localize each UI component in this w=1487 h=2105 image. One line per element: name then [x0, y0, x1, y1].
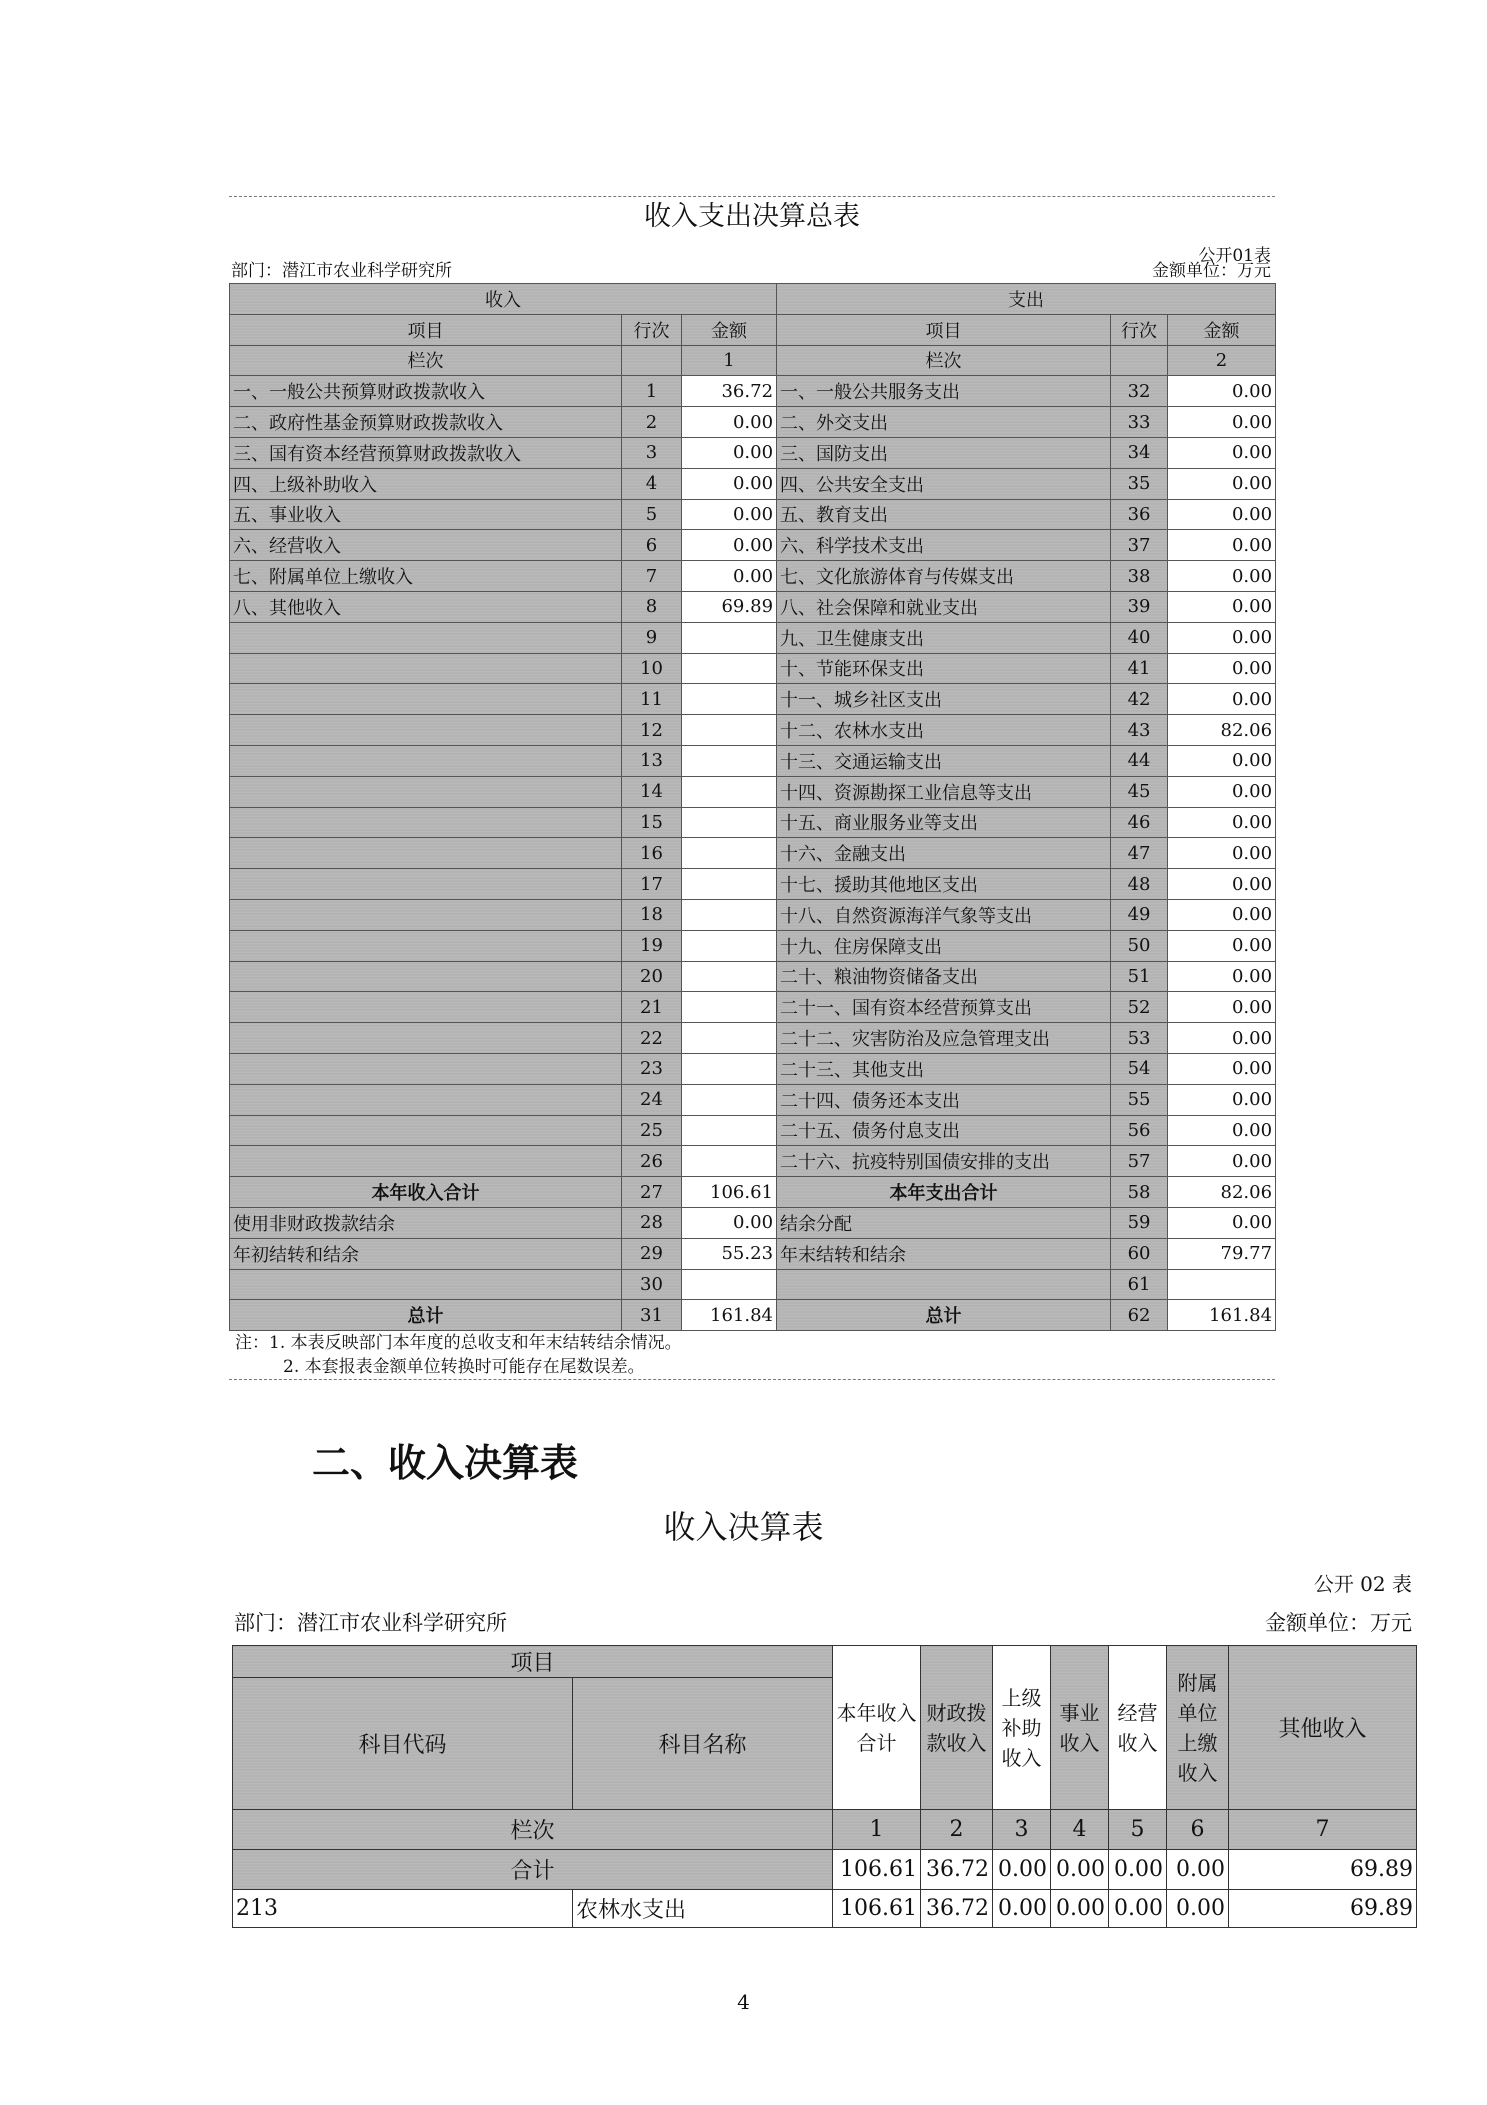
income-amount: 55.23	[682, 1238, 777, 1269]
income-row-number: 19	[622, 930, 682, 961]
income-row-number: 11	[622, 684, 682, 715]
income-amount: 69.89	[682, 591, 777, 622]
income-amount	[682, 684, 777, 715]
expense-item: 十四、资源勘探工业信息等支出	[777, 776, 1111, 807]
expense-row-number: 53	[1111, 1023, 1168, 1054]
total-value: 106.61	[833, 1850, 921, 1890]
expense-amount: 0.00	[1168, 838, 1276, 869]
expense-amount: 0.00	[1168, 961, 1276, 992]
income-item: 本年收入合计	[230, 1177, 622, 1208]
income-row-number: 17	[622, 869, 682, 900]
expense-row-number: 50	[1111, 930, 1168, 961]
expense-row-number: 39	[1111, 591, 1168, 622]
expense-row-number: 37	[1111, 530, 1168, 561]
income-row-number: 26	[622, 1146, 682, 1177]
income-amount: 0.00	[682, 1207, 777, 1238]
row-value: 69.89	[1229, 1890, 1417, 1928]
expense-row-number: 38	[1111, 561, 1168, 592]
expense-item	[777, 1269, 1111, 1300]
total-label: 合计	[233, 1850, 833, 1890]
header-other: 其他收入	[1229, 1646, 1417, 1810]
expense-amount: 0.00	[1168, 561, 1276, 592]
income-expense-summary-table	[229, 283, 1276, 1331]
expense-item: 十五、商业服务业等支出	[777, 807, 1111, 838]
income-amount	[682, 961, 777, 992]
expense-item: 二十五、债务付息支出	[777, 1115, 1111, 1146]
expense-amount: 0.00	[1168, 1146, 1276, 1177]
expense-row-number: 46	[1111, 807, 1168, 838]
table-row	[230, 622, 1276, 653]
table-row	[230, 807, 1276, 838]
expense-amount: 0.00	[1168, 1023, 1276, 1054]
expense-amount: 161.84	[1168, 1300, 1276, 1331]
income-amount	[682, 1146, 777, 1177]
income-amount	[682, 838, 777, 869]
header-fiscal: 财政拨款收入	[921, 1646, 993, 1810]
income-amount	[682, 1053, 777, 1084]
total-value: 36.72	[921, 1850, 993, 1890]
col-number: 1	[833, 1810, 921, 1850]
col-row: 行次	[1111, 314, 1168, 345]
total-value: 69.89	[1229, 1850, 1417, 1890]
total-value: 0.00	[1109, 1850, 1167, 1890]
table-header-row	[230, 345, 1276, 376]
income-item	[230, 653, 622, 684]
total-row	[233, 1850, 1417, 1890]
income-item	[230, 1084, 622, 1115]
income-row-number: 3	[622, 437, 682, 468]
table-row	[230, 715, 1276, 746]
table-row	[230, 869, 1276, 900]
income-row-number: 4	[622, 468, 682, 499]
expense-row-number: 33	[1111, 407, 1168, 438]
table-row	[230, 1023, 1276, 1054]
expense-row-number: 36	[1111, 499, 1168, 530]
income-amount	[682, 930, 777, 961]
empty-cell	[1111, 345, 1168, 376]
expense-item: 三、国防支出	[777, 437, 1111, 468]
income-item: 使用非财政拨款结余	[230, 1207, 622, 1238]
expense-item: 二十、粮油物资储备支出	[777, 961, 1111, 992]
income-row-number: 15	[622, 807, 682, 838]
table-row	[230, 468, 1276, 499]
row-value: 0.00	[993, 1890, 1051, 1928]
income-row-number: 6	[622, 530, 682, 561]
income-item: 六、经营收入	[230, 530, 622, 561]
table-row	[230, 776, 1276, 807]
col-amount: 金额	[682, 314, 777, 345]
col-number: 1	[682, 345, 777, 376]
income-row-number: 20	[622, 961, 682, 992]
col-number: 2	[921, 1810, 993, 1850]
income-item	[230, 622, 622, 653]
expense-row-number: 57	[1111, 1146, 1168, 1177]
col-amount: 金额	[1168, 314, 1276, 345]
expense-item: 一、一般公共服务支出	[777, 376, 1111, 407]
income-amount: 0.00	[682, 468, 777, 499]
income-row-number: 24	[622, 1084, 682, 1115]
income-item	[230, 684, 622, 715]
expense-amount: 0.00	[1168, 376, 1276, 407]
table-row	[230, 684, 1276, 715]
header-affiliated: 附属单位上缴收入	[1167, 1646, 1229, 1810]
income-table	[232, 1645, 1417, 1928]
expense-row-number: 49	[1111, 899, 1168, 930]
expense-item: 九、卫生健康支出	[777, 622, 1111, 653]
income-row-number: 12	[622, 715, 682, 746]
table-row	[230, 1177, 1276, 1208]
expense-item: 五、教育支出	[777, 499, 1111, 530]
income-row-number: 5	[622, 499, 682, 530]
table-header-row	[230, 314, 1276, 345]
expense-amount: 0.00	[1168, 1115, 1276, 1146]
income-item: 八、其他收入	[230, 591, 622, 622]
expense-row-number: 61	[1111, 1269, 1168, 1300]
income-amount	[682, 1115, 777, 1146]
expense-amount: 82.06	[1168, 715, 1276, 746]
expense-item: 本年支出合计	[777, 1177, 1111, 1208]
table-row	[230, 376, 1276, 407]
expense-amount: 0.00	[1168, 499, 1276, 530]
income-item	[230, 807, 622, 838]
expense-item: 十三、交通运输支出	[777, 745, 1111, 776]
table-row	[230, 899, 1276, 930]
header-code: 科目代码	[233, 1678, 573, 1810]
header-operating: 经营收入	[1109, 1646, 1167, 1810]
expense-item: 六、科学技术支出	[777, 530, 1111, 561]
expense-item: 十、节能环保支出	[777, 653, 1111, 684]
expense-item: 十八、自然资源海洋气象等支出	[777, 899, 1111, 930]
income-row-number: 16	[622, 838, 682, 869]
expense-row-number: 32	[1111, 376, 1168, 407]
income-amount: 0.00	[682, 407, 777, 438]
table2-unit: 金额单位：万元	[1265, 1611, 1412, 1635]
income-row-number: 7	[622, 561, 682, 592]
income-row-number: 1	[622, 376, 682, 407]
expense-amount: 0.00	[1168, 622, 1276, 653]
lanci-label: 栏次	[230, 345, 622, 376]
table-row	[230, 1053, 1276, 1084]
expense-row-number: 54	[1111, 1053, 1168, 1084]
income-item	[230, 992, 622, 1023]
income-row-number: 22	[622, 1023, 682, 1054]
table-row	[230, 992, 1276, 1023]
col-number: 7	[1229, 1810, 1417, 1850]
row-value: 0.00	[1051, 1890, 1109, 1928]
expense-row-number: 47	[1111, 838, 1168, 869]
expense-row-number: 59	[1111, 1207, 1168, 1238]
expense-item: 十六、金融支出	[777, 838, 1111, 869]
income-amount: 0.00	[682, 530, 777, 561]
header-subsidy: 上级补助收入	[993, 1646, 1051, 1810]
expense-amount: 0.00	[1168, 684, 1276, 715]
income-item: 三、国有资本经营预算财政拨款收入	[230, 437, 622, 468]
income-amount: 106.61	[682, 1177, 777, 1208]
lanci-label: 栏次	[777, 345, 1111, 376]
expense-item: 十九、住房保障支出	[777, 930, 1111, 961]
income-row-number: 14	[622, 776, 682, 807]
table1-meta	[229, 237, 1275, 283]
income-item	[230, 1115, 622, 1146]
note-line: 注：1. 本表反映部门本年度的总收支和年末结转结余情况。	[235, 1333, 682, 1354]
income-item	[230, 1023, 622, 1054]
expense-amount: 0.00	[1168, 468, 1276, 499]
col-number: 5	[1109, 1810, 1167, 1850]
income-amount	[682, 776, 777, 807]
col-row: 行次	[622, 314, 682, 345]
expense-row-number: 60	[1111, 1238, 1168, 1269]
income-item	[230, 776, 622, 807]
income-item: 一、一般公共预算财政拨款收入	[230, 376, 622, 407]
table-row	[230, 1084, 1276, 1115]
expense-item: 十二、农林水支出	[777, 715, 1111, 746]
table1-unit: 金额单位：万元	[1152, 261, 1271, 281]
empty-cell	[622, 345, 682, 376]
expense-header: 支出	[777, 284, 1276, 315]
col-item: 项目	[777, 314, 1111, 345]
expense-item: 七、文化旅游体育与传媒支出	[777, 561, 1111, 592]
income-row-number: 30	[622, 1269, 682, 1300]
subject-code: 213	[233, 1890, 573, 1928]
income-amount	[682, 653, 777, 684]
income-item	[230, 1053, 622, 1084]
expense-row-number: 48	[1111, 869, 1168, 900]
income-row-number: 18	[622, 899, 682, 930]
col-item: 项目	[230, 314, 622, 345]
expense-row-number: 56	[1111, 1115, 1168, 1146]
table-row	[230, 1115, 1276, 1146]
expense-row-number: 52	[1111, 992, 1168, 1023]
income-row-number: 28	[622, 1207, 682, 1238]
lanci-row	[233, 1810, 1417, 1850]
table-row	[230, 1269, 1276, 1300]
income-amount	[682, 1084, 777, 1115]
expense-amount: 0.00	[1168, 869, 1276, 900]
income-amount	[682, 1023, 777, 1054]
table-row	[230, 1207, 1276, 1238]
table2-dept: 部门：潜江市农业科学研究所	[234, 1611, 507, 1635]
table-row	[230, 1146, 1276, 1177]
income-amount: 0.00	[682, 561, 777, 592]
expense-item: 二十三、其他支出	[777, 1053, 1111, 1084]
income-item: 二、政府性基金预算财政拨款收入	[230, 407, 622, 438]
income-row-number: 2	[622, 407, 682, 438]
expense-item: 十七、援助其他地区支出	[777, 869, 1111, 900]
expense-row-number: 34	[1111, 437, 1168, 468]
table-row	[230, 838, 1276, 869]
expense-item: 二十四、债务还本支出	[777, 1084, 1111, 1115]
income-amount	[682, 622, 777, 653]
income-item: 五、事业收入	[230, 499, 622, 530]
table-row	[230, 499, 1276, 530]
income-amount	[682, 899, 777, 930]
col-number: 6	[1167, 1810, 1229, 1850]
expense-amount: 0.00	[1168, 591, 1276, 622]
expense-row-number: 58	[1111, 1177, 1168, 1208]
expense-item: 八、社会保障和就业支出	[777, 591, 1111, 622]
expense-row-number: 51	[1111, 961, 1168, 992]
expense-amount: 79.77	[1168, 1238, 1276, 1269]
expense-row-number: 45	[1111, 776, 1168, 807]
income-item	[230, 745, 622, 776]
expense-row-number: 62	[1111, 1300, 1168, 1331]
expense-amount: 0.00	[1168, 807, 1276, 838]
subject-name: 农林水支出	[573, 1890, 833, 1928]
income-row-number: 21	[622, 992, 682, 1023]
income-row-number: 25	[622, 1115, 682, 1146]
expense-amount: 82.06	[1168, 1177, 1276, 1208]
expense-item: 二、外交支出	[777, 407, 1111, 438]
income-header: 收入	[230, 284, 777, 315]
row-value: 0.00	[1167, 1890, 1229, 1928]
expense-item: 总计	[777, 1300, 1111, 1331]
total-value: 0.00	[1167, 1850, 1229, 1890]
expense-amount: 0.00	[1168, 407, 1276, 438]
table1-code: 公开01表	[1198, 246, 1271, 266]
expense-item: 十一、城乡社区支出	[777, 684, 1111, 715]
table-row	[230, 745, 1276, 776]
expense-amount: 0.00	[1168, 1207, 1276, 1238]
income-row-number: 27	[622, 1177, 682, 1208]
expense-row-number: 44	[1111, 745, 1168, 776]
income-amount	[682, 807, 777, 838]
header-total: 本年收入合计	[833, 1646, 921, 1810]
table-header-row	[230, 284, 1276, 315]
total-value: 0.00	[1051, 1850, 1109, 1890]
income-expense-summary-section	[229, 196, 1275, 1380]
expense-amount	[1168, 1269, 1276, 1300]
table2-title: 收入决算表	[663, 1508, 824, 1546]
table-row	[230, 530, 1276, 561]
expense-amount: 0.00	[1168, 530, 1276, 561]
income-amount	[682, 715, 777, 746]
income-item: 七、附属单位上缴收入	[230, 561, 622, 592]
income-amount	[682, 869, 777, 900]
income-amount	[682, 992, 777, 1023]
expense-amount: 0.00	[1168, 992, 1276, 1023]
expense-amount: 0.00	[1168, 653, 1276, 684]
income-item	[230, 1269, 622, 1300]
income-row-number: 10	[622, 653, 682, 684]
income-item: 年初结转和结余	[230, 1238, 622, 1269]
income-amount: 0.00	[682, 437, 777, 468]
col-number: 3	[993, 1810, 1051, 1850]
income-item	[230, 715, 622, 746]
income-amount: 36.72	[682, 376, 777, 407]
expense-amount: 0.00	[1168, 899, 1276, 930]
income-row-number: 23	[622, 1053, 682, 1084]
income-item	[230, 961, 622, 992]
table-header-row	[233, 1646, 1417, 1678]
section-heading: 二、收入决算表	[312, 1441, 579, 1485]
expense-amount: 0.00	[1168, 437, 1276, 468]
expense-amount: 0.00	[1168, 930, 1276, 961]
table-row	[230, 591, 1276, 622]
expense-item: 二十一、国有资本经营预算支出	[777, 992, 1111, 1023]
income-amount	[682, 745, 777, 776]
table-row	[230, 561, 1276, 592]
expense-amount: 0.00	[1168, 1053, 1276, 1084]
table1-notes	[229, 1331, 1275, 1380]
expense-item: 四、公共安全支出	[777, 468, 1111, 499]
income-item: 四、上级补助收入	[230, 468, 622, 499]
header-name: 科目名称	[573, 1678, 833, 1810]
income-amount	[682, 1269, 777, 1300]
income-row-number: 31	[622, 1300, 682, 1331]
income-row-number: 8	[622, 591, 682, 622]
row-value: 36.72	[921, 1890, 993, 1928]
expense-row-number: 40	[1111, 622, 1168, 653]
col-number: 4	[1051, 1810, 1109, 1850]
table-row	[230, 1300, 1276, 1331]
income-amount: 161.84	[682, 1300, 777, 1331]
table1-title: 收入支出决算总表	[229, 196, 1275, 237]
expense-item: 年末结转和结余	[777, 1238, 1111, 1269]
expense-row-number: 43	[1111, 715, 1168, 746]
expense-row-number: 41	[1111, 653, 1168, 684]
expense-row-number: 42	[1111, 684, 1168, 715]
income-item	[230, 930, 622, 961]
income-item	[230, 1146, 622, 1177]
expense-item: 二十二、灾害防治及应急管理支出	[777, 1023, 1111, 1054]
expense-item: 二十六、抗疫特别国债安排的支出	[777, 1146, 1111, 1177]
expense-row-number: 35	[1111, 468, 1168, 499]
note-line: 2. 本套报表金额单位转换时可能存在尾数误差。	[283, 1357, 645, 1378]
income-row-number: 29	[622, 1238, 682, 1269]
income-item	[230, 899, 622, 930]
table-row	[233, 1890, 1417, 1928]
expense-amount: 0.00	[1168, 1084, 1276, 1115]
row-value: 0.00	[1109, 1890, 1167, 1928]
table-row	[230, 930, 1276, 961]
table1-dept: 部门：潜江市农业科学研究所	[231, 261, 452, 281]
header-item: 项目	[233, 1646, 833, 1678]
income-row-number: 9	[622, 622, 682, 653]
total-value: 0.00	[993, 1850, 1051, 1890]
table-row	[230, 961, 1276, 992]
page-number: 4	[737, 1990, 750, 2014]
expense-row-number: 55	[1111, 1084, 1168, 1115]
expense-amount: 0.00	[1168, 776, 1276, 807]
income-amount: 0.00	[682, 499, 777, 530]
expense-amount: 0.00	[1168, 745, 1276, 776]
table-row	[230, 437, 1276, 468]
row-value: 106.61	[833, 1890, 921, 1928]
header-career: 事业收入	[1051, 1646, 1109, 1810]
income-item: 总计	[230, 1300, 622, 1331]
income-item	[230, 869, 622, 900]
table-row	[230, 1238, 1276, 1269]
income-item	[230, 838, 622, 869]
lanci-label: 栏次	[233, 1810, 833, 1850]
table-row	[230, 407, 1276, 438]
col-number: 2	[1168, 345, 1276, 376]
table-row	[230, 653, 1276, 684]
expense-item: 结余分配	[777, 1207, 1111, 1238]
income-row-number: 13	[622, 745, 682, 776]
table2-code: 公开 02 表	[1313, 1572, 1412, 1596]
